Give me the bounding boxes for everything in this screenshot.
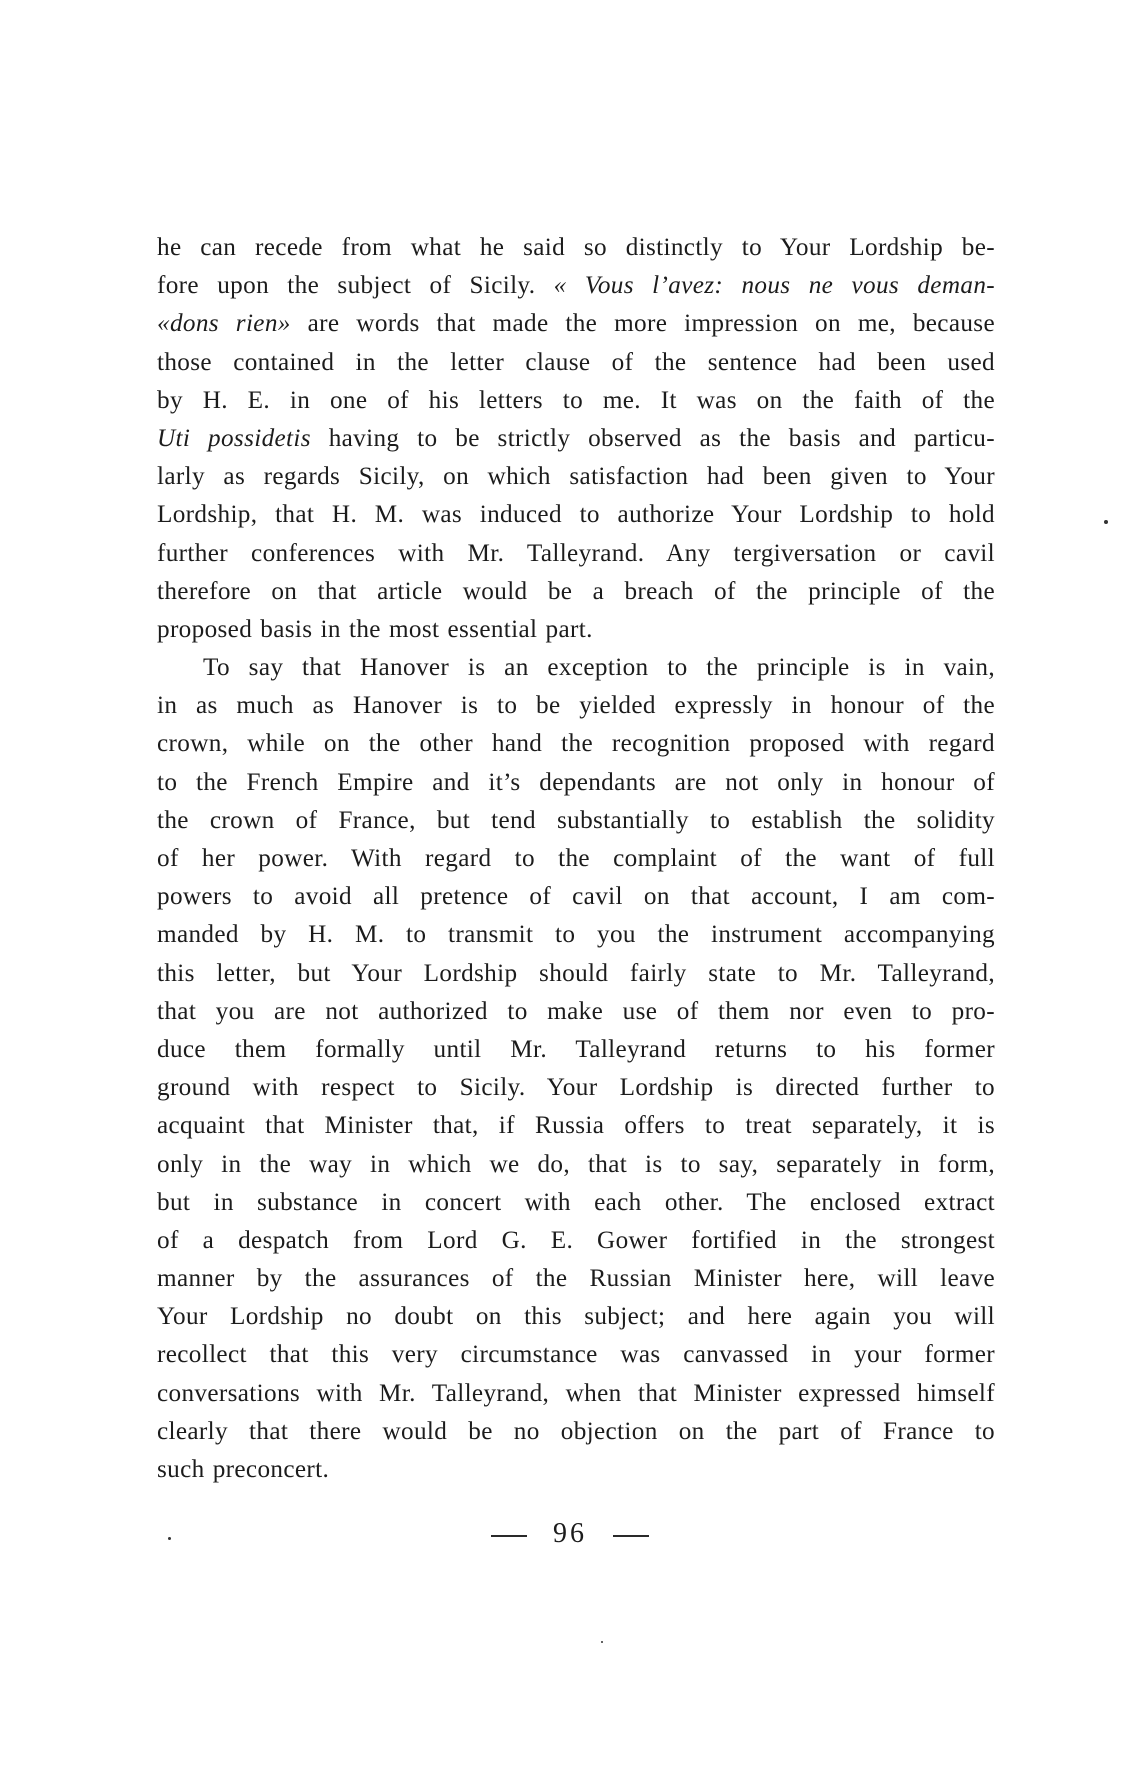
text-line: [157, 420, 995, 458]
text-segment: manded by H. M. to transmit to you the instrument accompanying: [157, 921, 995, 949]
text-segment: of her power. With regard to the complaint of the want of full: [157, 845, 995, 872]
text-segment: those contained in the letter clause of the sentence had been used: [157, 348, 995, 376]
text-segment: larly as regards Sicily, on which satisfaction had been given to Your: [157, 463, 995, 491]
text-line: [157, 496, 995, 534]
text-line: [157, 878, 995, 916]
text-segment: therefore on that article would be a breach of the principle of the: [157, 577, 995, 605]
text-segment: to the French Empire and it’s dependants are not only in honour of: [157, 768, 995, 796]
italic-text-segment: « Vous l’avez: nous ne vous deman-: [553, 272, 995, 300]
text-line: [157, 229, 995, 267]
text-segment: he can recede from what he said so distinctly to Your Lordship be-: [157, 234, 995, 261]
text-line: [157, 1451, 995, 1489]
left-dash: [491, 1535, 527, 1537]
scan-speck: [601, 1641, 603, 1643]
text-line: [157, 458, 995, 496]
text-line: [157, 649, 995, 687]
text-line: [157, 382, 995, 420]
text-line: [157, 1336, 995, 1374]
text-segment: this letter, but Your Lordship should fairly state to Mr. Talleyrand,: [157, 959, 995, 987]
text-segment: conversations with Mr. Talleyrand, when that Minister expressed himself: [157, 1379, 995, 1407]
text-line: [157, 993, 995, 1031]
text-line: [157, 305, 995, 343]
text-line: [157, 725, 995, 763]
text-segment: fore upon the subject of Sicily.: [157, 272, 554, 300]
text-line: [157, 535, 995, 573]
paragraph: [157, 649, 995, 1489]
text-segment: are words that made the more impression on me, because: [290, 310, 995, 338]
text-segment: acquaint that Minister that, if Russia offers to treat separately, it is: [157, 1112, 995, 1140]
text-segment: by H. E. in one of his letters to me. It was on the faith of the: [157, 386, 995, 414]
text-segment: Lordship, that H. M. was induced to authorize Your Lordship to hold: [157, 501, 995, 529]
text-line: [157, 1031, 995, 1069]
text-segment: further conferences with Mr. Talleyrand. Any tergiversation or cavil: [157, 539, 995, 567]
text-segment: recollect that this very circumstance was canvassed in your former: [157, 1341, 995, 1369]
text-line: [157, 955, 995, 993]
text-line: [157, 1069, 995, 1107]
text-segment: such preconcert.: [157, 1456, 330, 1483]
text-line: [157, 764, 995, 802]
text-line: [157, 1260, 995, 1298]
right-dash: [613, 1535, 649, 1537]
page-number: 96: [553, 1518, 587, 1549]
text-segment: crown, while on the other hand the recognition proposed with regard: [157, 730, 995, 758]
text-line: [157, 1222, 995, 1260]
text-segment: only in the way in which we do, that is to say, separately in form,: [157, 1150, 995, 1178]
text-segment: in as much as Hanover is to be yielded expressly in honour of the: [157, 692, 995, 720]
text-line: [157, 840, 995, 878]
text-line: [157, 1184, 995, 1222]
text-segment: duce them formally until Mr. Talleyrand returns to his former: [157, 1035, 995, 1063]
text-line: [157, 573, 995, 611]
text-line: [157, 1107, 995, 1145]
text-segment: Your Lordship no doubt on this subject; and here again you will: [157, 1303, 995, 1331]
text-segment: having to be strictly observed as the basis and particu-: [310, 424, 995, 452]
page-number-footer: [0, 1518, 1140, 1550]
text-segment: but in substance in concert with each other. The enclosed extract: [157, 1188, 995, 1216]
text-line: [157, 267, 995, 305]
text-segment: that you are not authorized to make use of them nor even to pro-: [157, 997, 995, 1025]
paragraph: [157, 229, 995, 649]
text-segment: proposed basis in the most essential part.: [157, 615, 593, 643]
scan-speck: [1104, 520, 1108, 524]
body-text: [157, 229, 995, 1489]
text-segment: the crown of France, but tend substantially to establish the solidity: [157, 806, 995, 834]
text-segment: ground with respect to Sicily. Your Lordship is directed further to: [157, 1074, 995, 1102]
text-segment: clearly that there would be no objection on the part of France to: [157, 1417, 995, 1445]
text-line: [157, 916, 995, 954]
text-segment: To say that Hanover is an exception to the principle is in vain,: [203, 654, 995, 682]
scan-speck: [168, 1537, 171, 1540]
italic-text-segment: «dons rien»: [157, 310, 291, 338]
text-line: [157, 344, 995, 382]
italic-text-segment: Uti possidetis: [157, 424, 311, 452]
text-segment: manner by the assurances of the Russian Minister here, will leave: [157, 1265, 995, 1293]
text-line: [157, 611, 995, 649]
text-segment: powers to avoid all pretence of cavil on that account, I am com-: [157, 883, 995, 911]
text-line: [157, 1298, 995, 1336]
text-line: [157, 1413, 995, 1451]
text-line: [157, 802, 995, 840]
text-line: [157, 1146, 995, 1184]
text-line: [157, 687, 995, 725]
text-segment: of a despatch from Lord G. E. Gower fortified in the strongest: [157, 1226, 995, 1254]
text-line: [157, 1375, 995, 1413]
